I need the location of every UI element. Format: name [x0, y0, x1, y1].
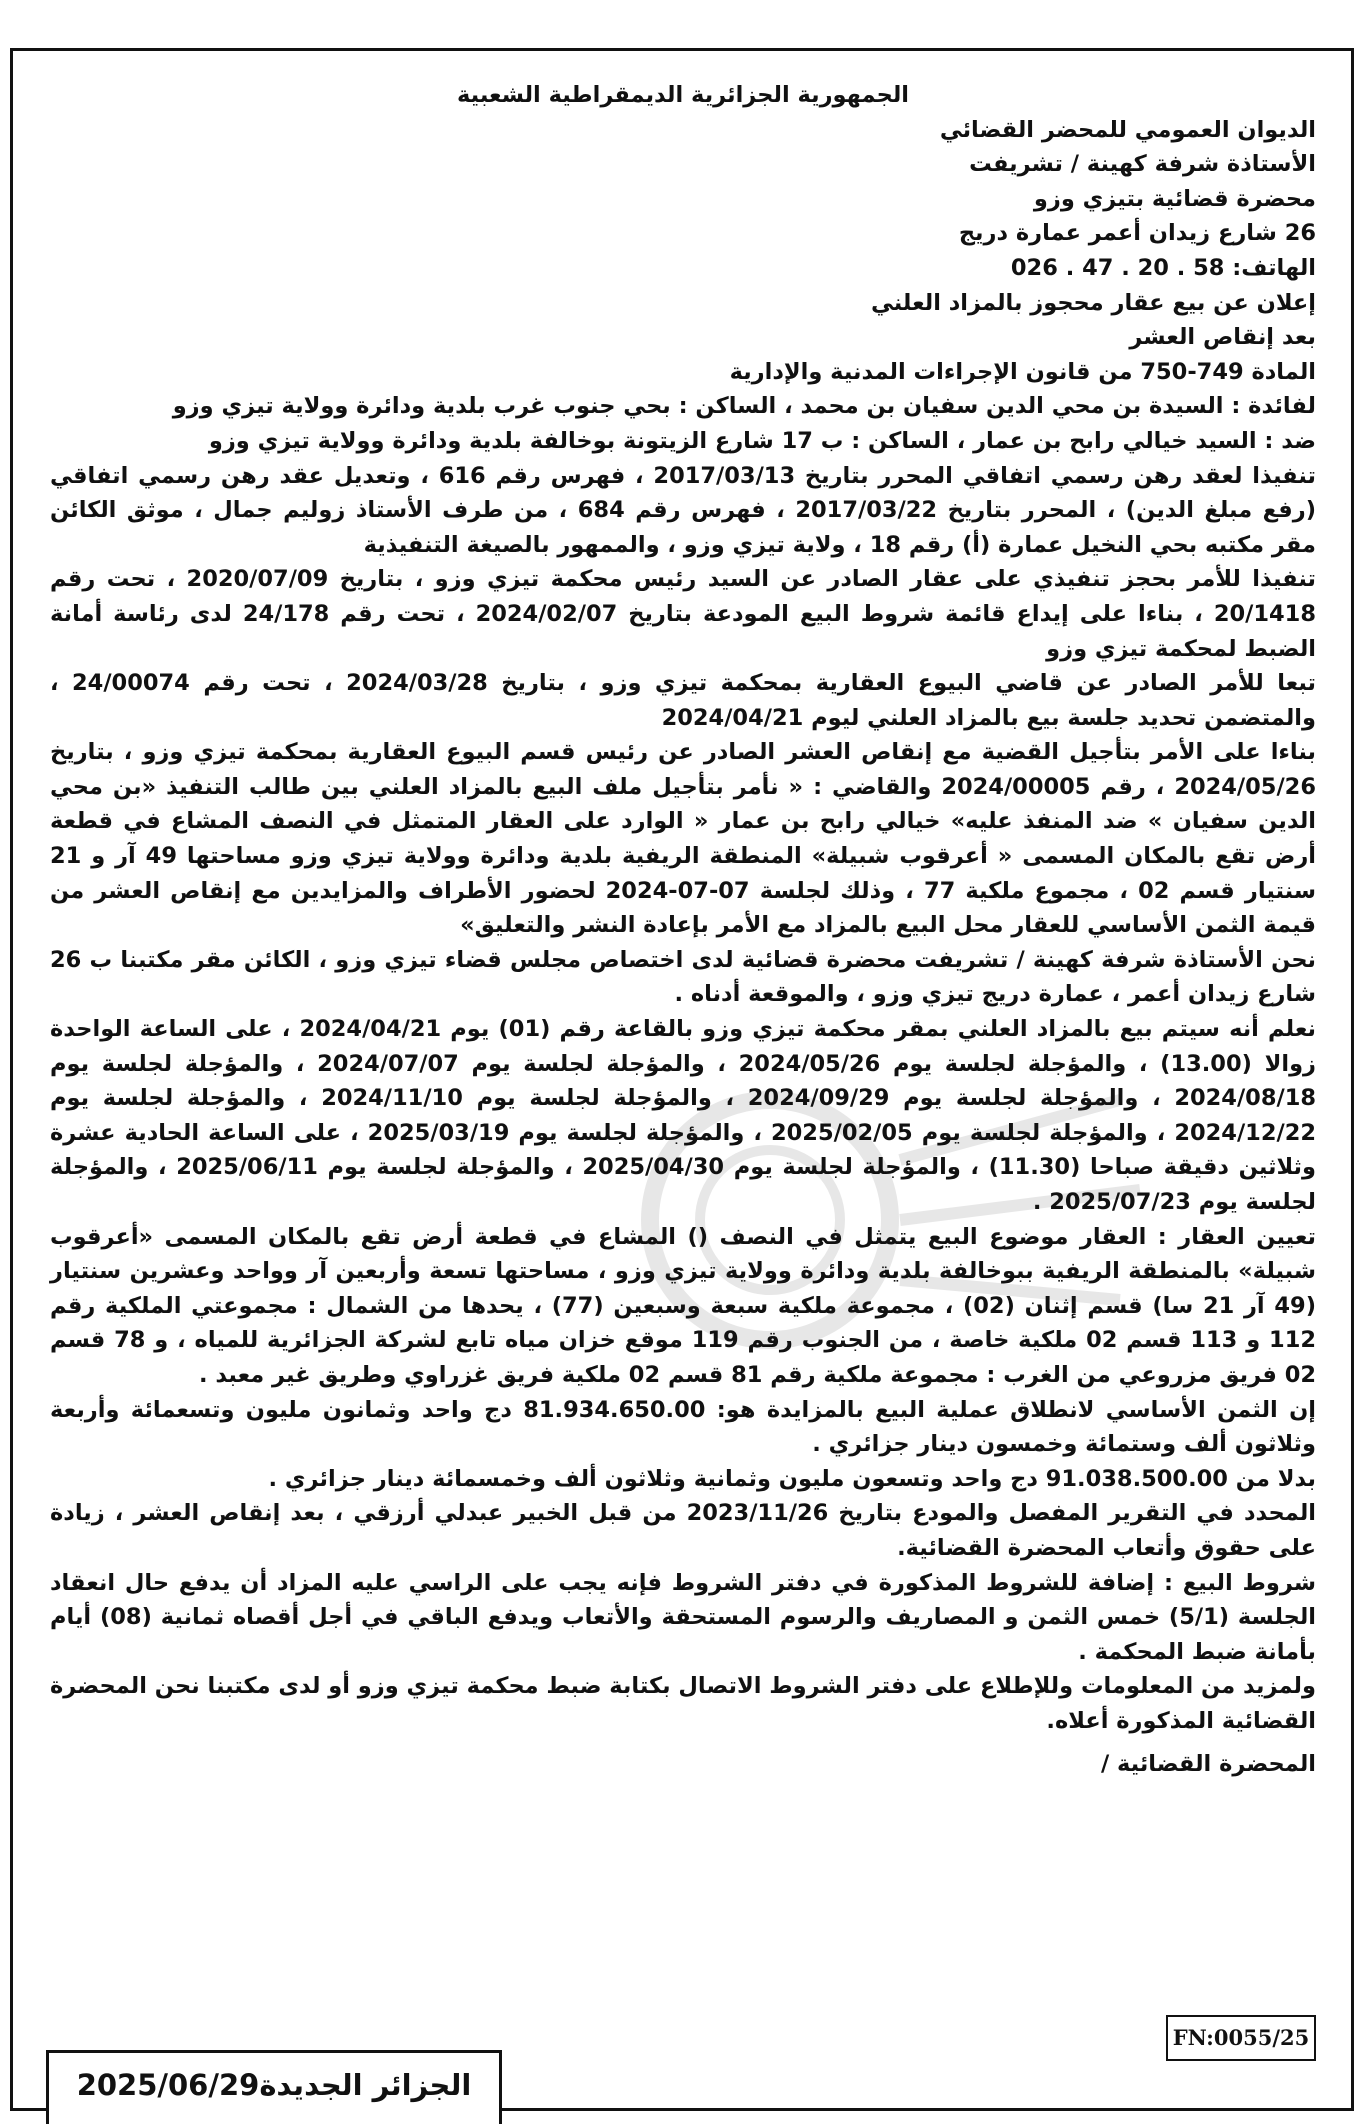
paragraph-mortgage-contract: تنفيذا لعقد رهن رسمي اتفاقي المحرر بتاريخ 2017/03/13 ، فهرس رقم 616 ، وتعديل عقد رهن رسمي اتفاقي (رفع مبلغ الدين) ، المحرر بتاريخ 2017/03/22 ، فهرس رقم 684 ، من طرف الأستاذ زوليم جمال ، موثق الكائن مقر مكتبه بحي النخيل عمارة (أ) رقم 18 ، ولاية تيزي وزو ، والممهور بالصيغة التنفيذية [50, 462, 1317, 558]
paragraph-defendant: ضد : السيد خيالي رابح بن عمار ، الساكن : ب 17 شارع الزيتونة بوخالفة بلدية ودائرة وولاية تيزي وزو [208, 427, 1316, 454]
paragraph-property-designation: تعيين العقار : العقار موضوع البيع يتمثل في النصف () المشاع في قطعة أرض تقع بالمكان المسمى «أعرقوب شبيلة» بالمنطقة الريفية ببوخالفة بلدية ودائرة وولاية تيزي وزو ، مساحتها تسعة وأربعين آر وواحد وعشرين سنتيار (49 آر 21 سا) قسم إثنان (02) ، مجموعة ملكية سبعة وسبعين (77) ، يحدها من الشمال : مجموعتي الملكية رقم 112 و 113 قسم 02 ملكية خاصة ، من الجنوب رقم 119 موقع خزان مياه تابع لشركة الجزائرية للمياه ، و 78 قسم 02 فريق مزروعي من الغرب : مجموعة ملكية رقم 81 قسم 02 ملكية فريق غزراوي وطريق غير معبد . [50, 1223, 1317, 1388]
office-phone: الهاتف: 58 . 20 . 47 . 026 [1010, 254, 1316, 281]
office-name: الديوان العمومي للمحضر القضائي [939, 116, 1316, 143]
paragraph-expert-report: المحدد في التقرير المفصل والمودع بتاريخ 2023/11/26 من قبل الخبير عبدلي أرزقي ، بعد إنقاص العشر ، زيادة على حقوق وأتعاب المحضرة القضائية. [50, 1500, 1316, 1561]
announcement-body [50, 78, 1316, 1781]
paragraph-base-price: إن الثمن الأساسي لانطلاق عملية البيع بالمزايدة هو: 81.934.650.00 دج واحد وثمانون مليون وتسعمائة وأربعة وثلاثون ألف وستمائة وخمسون دينار جزائري . [50, 1396, 1317, 1458]
announcement-subtitle: بعد إنقاص العشر [1129, 324, 1316, 351]
paragraph-sale-order: تبعا للأمر الصادر عن قاضي البيوع العقارية بمحكمة تيزي وزو ، بتاريخ 2024/03/28 ، تحت رقم 24/00074 ، والمتضمن تحديد جلسة بيع بالمزاد العلني ليوم 2024/04/21 [50, 670, 1316, 731]
newspaper-date-box: الجزائر الجديدة2025/06/29 [46, 2050, 502, 2124]
paragraph-auction-dates: نعلم أنه سيتم بيع بالمزاد العلني بمقر محكمة تيزي وزو بالقاعة رقم (01) يوم 2024/04/21 ، على الساعة الواحدة زوالا (13.00) ، والمؤجلة لجلسة يوم 2024/05/26 ، والمؤجلة لجلسة يوم 2024/07/07 ، والمؤجلة لجلسة يوم 2024/08/18 ، والمؤجلة لجلسة يوم 2024/09/29 ، والمؤجلة لجلسة يوم 2024/11/10 ، والمؤجلة لجلسة يوم 2024/12/22 ، والمؤجلة لجلسة يوم 2025/02/05 ، والمؤجلة لجلسة يوم 2025/03/19 ، على الساعة الحادية عشرة وثلاثين دقيقة صباحا (11.30) ، والمؤجلة لجلسة يوم 2025/04/30 ، والمؤجلة لجلسة يوم 2025/06/11 ، والمؤجلة لجلسة يوم 2025/07/23 . [50, 1016, 1317, 1215]
paragraph-seizure-order: تنفيذا للأمر بحجز تنفيذي على عقار الصادر عن السيد رئيس محكمة تيزي وزو ، بتاريخ 2020/07/09 ، تحت رقم 20/1418 ، بناءا على إيداع قائمة شروط البيع المودعة بتاريخ 2024/02/07 ، تحت رقم 24/178 لدى رئاسة أمانة الضبط لمحكمة تيزي وزو [50, 566, 1316, 662]
bailiff-name: الأستاذة شرفة كهينة / تشريفت [969, 151, 1316, 178]
paragraph-sale-conditions: شروط البيع : إضافة للشروط المذكورة في دفتر الشروط فإنه يجب على الراسي عليه المزاد أن يدفع حال انعقاد الجلسة (5/1) خمس الثمن و المصاريف والرسوم المستحقة والأتعاب ويدفع الباقي في أجل أقصاه ثمانية (08) أيام بأمانة ضبط المحكمة . [50, 1569, 1317, 1665]
paragraph-contact-info: ولمزيد من المعلومات وللإطلاع على دفتر الشروط الاتصال بكتابة ضبط محكمة تيزي وزو أو لدى مكتبنا نحن المحضرة القضائية المذكورة أعلاه. [50, 1673, 1316, 1734]
republic-header: الجمهورية الجزائرية الديمقراطية الشعبية [457, 82, 909, 108]
paragraph-beneficiary: لفائدة : السيدة بن محي الدين سفيان بن محمد ، الساكن : بحي جنوب غرب بلدية ودائرة وولاية تيزي وزو [172, 393, 1316, 420]
paragraph-bailiff-statement: نحن الأستاذة شرفة كهينة / تشريفت محضرة قضائية لدى اختصاص مجلس قضاء تيزي وزو ، الكائن مقر مكتبنا ب 26 شارع زيدان أعمر ، عمارة دريج تيزي وزو ، والموقعة أدناه . [50, 946, 1316, 1008]
bailiff-title: محضرة قضائية بتيزي وزو [1033, 185, 1316, 212]
paragraph-postponement-order: بناءا على الأمر بتأجيل القضية مع إنقاص العشر الصادر عن رئيس قسم البيوع العقارية بمحكمة تيزي وزو ، بتاريخ 2024/05/26 ، رقم 2024/00005 والقاضي : « نأمر بتأجيل ملف البيع بالمزاد العلني بين طالب التنفيذ «بن محي الدين سفيان » ضد المنفذ عليه» خيالي رابح بن عمار « الوارد على العقار المتمثل في النصف المشاع في قطعة أرض تقع بالمكان المسمى « أعرقوب شبيلة» المنطقة الريفية بلدية ودائرة وولاية تيزي وزو مساحتها 49 آر و 21 سنتيار قسم 02 ، مجموع ملكية 77 ، وذلك لجلسة 07-07-2024 لحضور الأطراف والمزايدين مع إنقاص العشر من قيمة الثمن الأساسي للعقار محل البيع بالمزاد مع الأمر بإعادة النشر والتعليق» [50, 739, 1316, 939]
paragraph-previous-price: بدلا من 91.038.500.00 دج واحد وتسعون مليون وثمانية وثلاثون ألف وخمسمائة دينار جزائري . [268, 1465, 1316, 1492]
office-address: 26 شارع زيدان أعمر عمارة دريج [958, 220, 1316, 247]
legal-reference: المادة 749-750 من قانون الإجراءات المدنية والإدارية [729, 358, 1316, 385]
fn-code-box: FN:0055/25 [1166, 2015, 1316, 2061]
announcement-title: إعلان عن بيع عقار محجوز بالمزاد العلني [870, 289, 1316, 316]
signature-line: المحضرة القضائية / [1100, 1750, 1316, 1777]
